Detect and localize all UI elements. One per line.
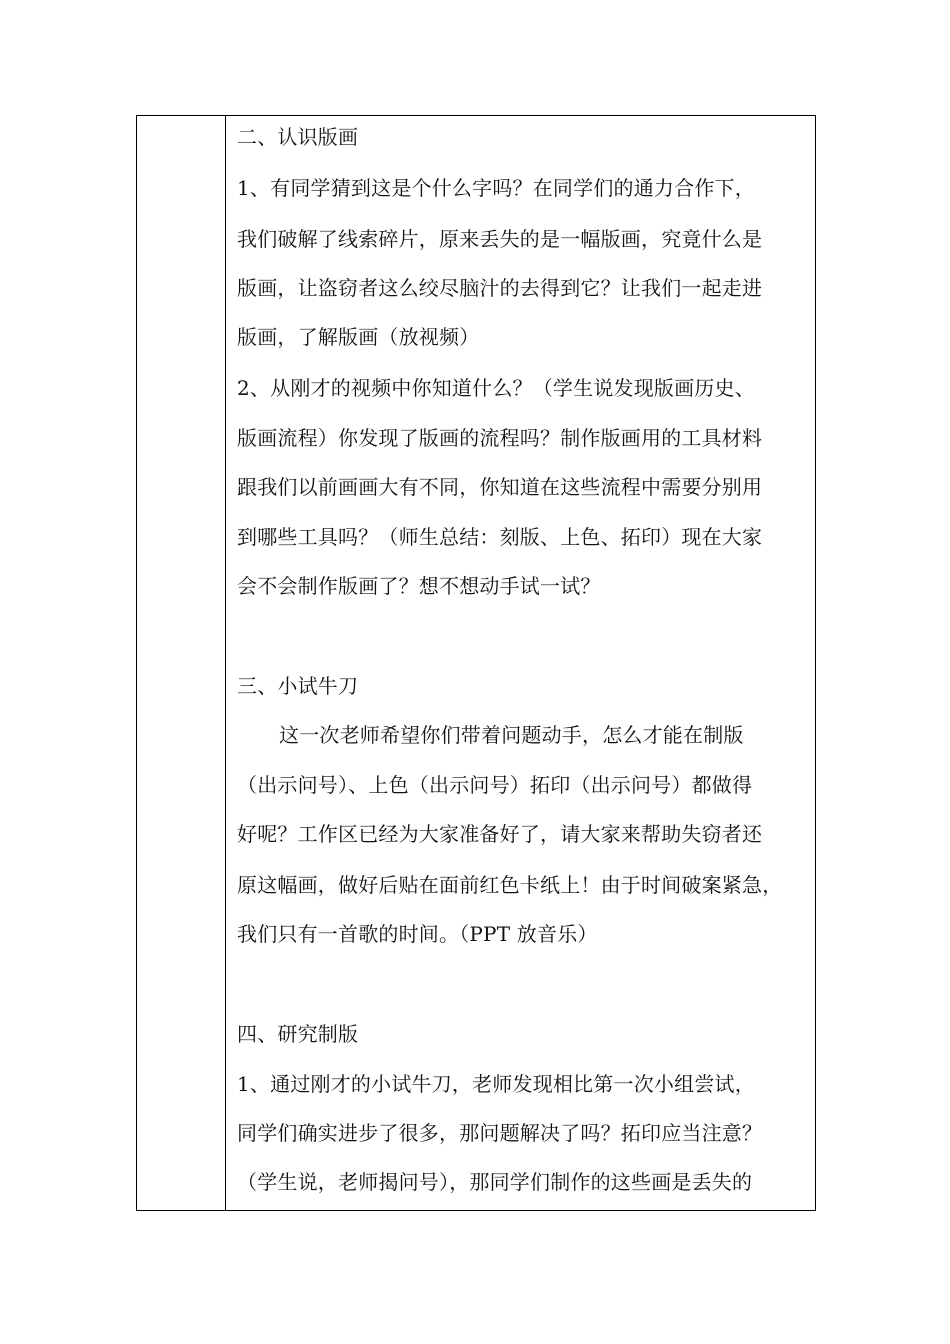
paragraph-line: 1、通过刚才的小试牛刀，老师发现相比第一次小组尝试，	[237, 1072, 755, 1096]
paragraph-line: 我们只有一首歌的时间。（PPT 放音乐）	[237, 922, 598, 946]
paragraph-line: （出示问号）、上色（出示问号）拓印（出示问号）都做得	[237, 773, 753, 797]
paragraph-line: 原这幅画，做好后贴在面前红色卡纸上！由于时间破案紧急，	[237, 873, 783, 897]
paragraph-line: （学生说，老师揭问号），那同学们制作的这些画是丢失的	[237, 1170, 753, 1194]
paragraph-line: 版画，了解版画（放视频）	[237, 325, 480, 349]
paragraph-line: 这一次老师希望你们带着问题动手，怎么才能在制版	[279, 723, 744, 747]
lesson-plan-table	[136, 115, 816, 1211]
paragraph-line: 2、从刚才的视频中你知道什么？（学生说发现版画历史、	[237, 376, 755, 400]
section-heading-recognize-printmaking: 二、认识版画	[237, 125, 359, 149]
paragraph-line: 版画，让盗窃者这么绞尽脑汁的去得到它？让我们一起走进	[237, 276, 763, 300]
paragraph-line: 同学们确实进步了很多，那问题解决了吗？拓印应当注意？	[237, 1121, 763, 1145]
paragraph-line: 会不会制作版画了？想不想动手试一试？	[237, 574, 601, 598]
paragraph-line: 跟我们以前画画大有不同，你知道在这些流程中需要分别用	[237, 475, 763, 499]
section-heading-research-plate: 四、研究制版	[237, 1022, 359, 1046]
paragraph-line: 版画流程）你发现了版画的流程吗？制作版画用的工具材料	[237, 426, 763, 450]
table-left-column	[137, 116, 226, 1210]
table-content-column	[227, 116, 815, 1210]
paragraph-line: 到哪些工具吗？（师生总结：刻版、上色、拓印）现在大家	[237, 525, 763, 549]
paragraph-line: 1、有同学猜到这是个什么字吗？在同学们的通力合作下，	[237, 176, 755, 200]
paragraph-line: 我们破解了线索碎片，原来丢失的是一幅版画，究竟什么是	[237, 227, 763, 251]
section-heading-trial: 三、小试牛刀	[237, 674, 359, 698]
paragraph-line: 好呢？工作区已经为大家准备好了，请大家来帮助失窃者还	[237, 822, 763, 846]
